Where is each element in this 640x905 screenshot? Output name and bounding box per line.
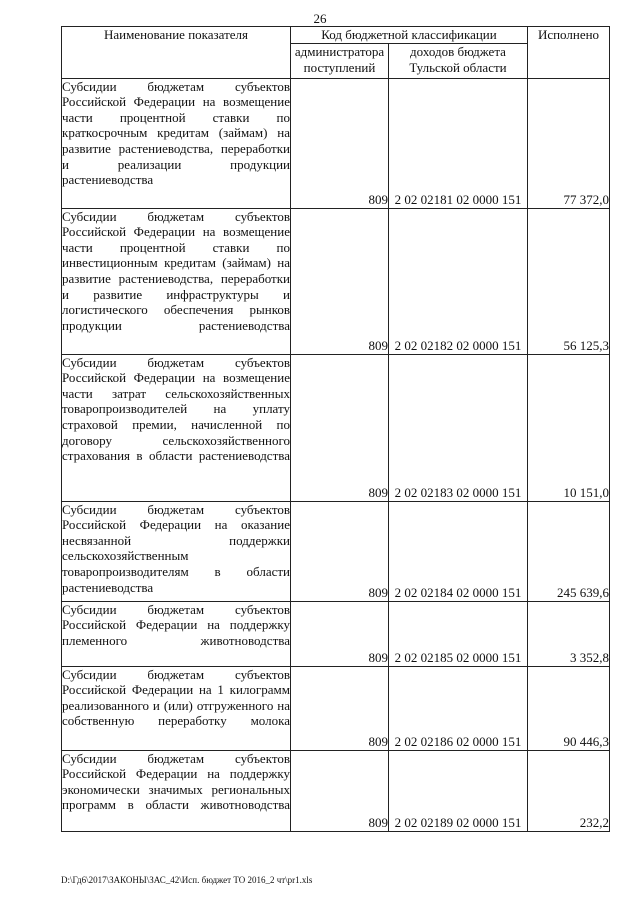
row-executed-amount: 77 372,0 — [528, 78, 610, 208]
header-administrator: администратора поступлений — [291, 43, 389, 78]
header-indicator-name: Наименование показателя — [62, 27, 291, 79]
row-administrator-code: 809 — [291, 666, 389, 750]
row-administrator-code: 809 — [291, 501, 389, 601]
table-row — [62, 501, 610, 601]
row-indicator-name: Субсидии бюджетам субъектов Российской Федерации на возмещение части затрат сельскохозяйственных товаропроизводителей на уплату страховой премии, начисленной по договору сельскохозяйственного страхования в области растениеводства — [62, 354, 291, 501]
row-executed-amount: 90 446,3 — [528, 666, 610, 750]
header-budget-revenue-code: доходов бюджета Тульской области — [389, 43, 528, 78]
table-row — [62, 78, 610, 208]
table-row — [62, 750, 610, 831]
table-row — [62, 208, 610, 354]
row-executed-amount: 56 125,3 — [528, 208, 610, 354]
row-executed-amount: 10 151,0 — [528, 354, 610, 501]
row-executed-amount: 245 639,6 — [528, 501, 610, 601]
row-revenue-code: 2 02 02186 02 0000 151 — [389, 666, 528, 750]
row-revenue-code: 2 02 02182 02 0000 151 — [389, 208, 528, 354]
row-administrator-code: 809 — [291, 78, 389, 208]
row-indicator-name: Субсидии бюджетам субъектов Российской Федерации на 1 килограмм реализованного и (или) отгруженного на собственную переработку молока — [62, 666, 291, 750]
header-budget-classification-code: Код бюджетной классификации — [291, 27, 528, 44]
page-number: 26 — [313, 11, 327, 26]
row-indicator-name: Субсидии бюджетам субъектов Российской Федерации на поддержку племенного животноводства — [62, 601, 291, 666]
row-revenue-code: 2 02 02183 02 0000 151 — [389, 354, 528, 501]
row-administrator-code: 809 — [291, 208, 389, 354]
row-administrator-code: 809 — [291, 354, 389, 501]
table-row — [62, 601, 610, 666]
row-executed-amount: 232,2 — [528, 750, 610, 831]
footer-file-path: D:\Гд6\2017\ЗАКОНЫ\ЗАС_42\Исп. бюджет ТО 2016_2 чт\pr1.xls — [61, 875, 313, 885]
table-row — [62, 354, 610, 501]
row-administrator-code: 809 — [291, 601, 389, 666]
row-revenue-code: 2 02 02184 02 0000 151 — [389, 501, 528, 601]
row-revenue-code: 2 02 02185 02 0000 151 — [389, 601, 528, 666]
row-revenue-code: 2 02 02189 02 0000 151 — [389, 750, 528, 831]
row-revenue-code: 2 02 02181 02 0000 151 — [389, 78, 528, 208]
table-row — [62, 666, 610, 750]
budget-table — [61, 26, 610, 832]
row-indicator-name: Субсидии бюджетам субъектов Российской Федерации на поддержку экономически значимых региональных программ в области животноводства — [62, 750, 291, 831]
row-indicator-name: Субсидии бюджетам субъектов Российской Федерации на оказание несвязанной поддержки сельскохозяйственным товаропроизводителям в области растениеводства — [62, 501, 291, 601]
row-indicator-name: Субсидии бюджетам субъектов Российской Федерации на возмещение части процентной ставки по инвестиционным кредитам (займам) на развитие растениеводства, переработки и развитие инфраструктуры и логистического обеспечения рынков продукции растениеводства — [62, 208, 291, 354]
header-executed: Исполнено — [528, 27, 610, 79]
row-administrator-code: 809 — [291, 750, 389, 831]
row-indicator-name: Субсидии бюджетам субъектов Российской Федерации на возмещение части процентной ставки по краткосрочным кредитам (займам) на развитие растениеводства, переработки и реализации продукции растениеводства — [62, 78, 291, 208]
row-executed-amount: 3 352,8 — [528, 601, 610, 666]
